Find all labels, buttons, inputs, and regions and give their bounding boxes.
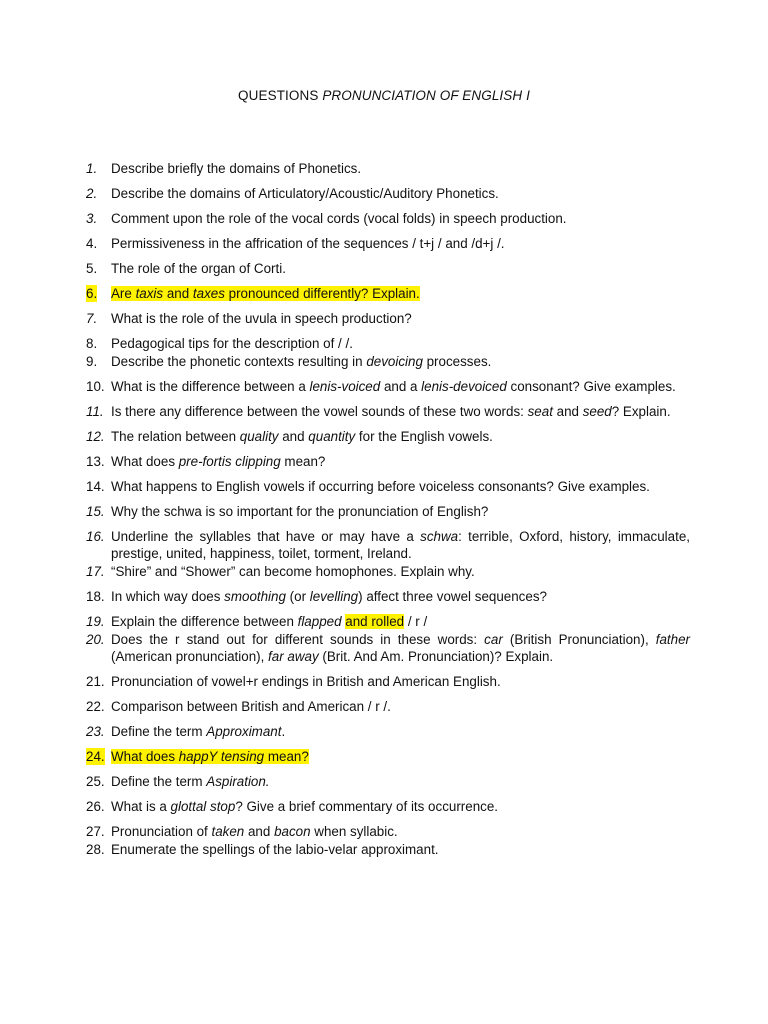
italic-term: devoicing bbox=[366, 354, 423, 369]
question-number: 16. bbox=[86, 529, 105, 544]
question-text bbox=[111, 236, 505, 251]
question-text bbox=[111, 454, 325, 469]
question-item bbox=[86, 478, 690, 495]
question-number: 26. bbox=[86, 799, 105, 814]
text-run: for the English vowels. bbox=[355, 429, 493, 444]
question-text bbox=[111, 724, 285, 739]
text-run: Describe the domains of Articulatory/Acoustic/Auditory Phonetics. bbox=[111, 186, 499, 201]
text-run: Define the term bbox=[111, 774, 207, 789]
question-number: 9. bbox=[86, 354, 98, 369]
italic-term: quality bbox=[239, 429, 279, 444]
question-item bbox=[86, 403, 690, 420]
question-text bbox=[111, 286, 420, 301]
text-run: “Shire” and “Shower” can become homophones. Explain why. bbox=[111, 564, 475, 579]
text-run: Describe briefly the domains of Phonetics. bbox=[111, 161, 362, 176]
italic-term: happY tensing bbox=[178, 749, 265, 764]
italic-term: smoothing bbox=[224, 589, 286, 604]
italic-term: seed bbox=[582, 404, 612, 419]
question-item bbox=[86, 798, 690, 815]
text-run: Pedagogical tips for the description of / /. bbox=[111, 336, 353, 351]
question-number: 17. bbox=[86, 564, 105, 579]
question-item bbox=[86, 748, 690, 765]
question-item bbox=[86, 210, 690, 227]
text-run: Does the r stand out for different sounds in these words: bbox=[111, 632, 485, 647]
question-item bbox=[86, 185, 690, 202]
italic-term: taxes bbox=[192, 286, 225, 301]
question-item bbox=[86, 588, 690, 605]
question-item bbox=[86, 698, 690, 715]
text-run: processes. bbox=[422, 354, 492, 369]
text-run: In which way does bbox=[111, 589, 225, 604]
text-run: Explain the difference between bbox=[111, 614, 298, 629]
text-run: ) affect three vowel sequences? bbox=[358, 589, 547, 604]
question-item bbox=[86, 160, 690, 177]
text-run: Permissiveness in the affrication of the sequences / t+j / and /d+j /. bbox=[111, 236, 505, 251]
question-item bbox=[86, 260, 690, 277]
question-item bbox=[86, 503, 690, 520]
question-text bbox=[111, 774, 270, 789]
question-text bbox=[111, 632, 690, 664]
italic-term: taken bbox=[211, 824, 245, 839]
question-item bbox=[86, 841, 690, 858]
question-number: 22. bbox=[86, 699, 105, 714]
text-run: (Brit. And Am. Pronunciation)? Explain. bbox=[318, 649, 554, 664]
text-run: The role of the organ of Corti. bbox=[111, 261, 286, 276]
question-item bbox=[86, 235, 690, 252]
question-number: 21. bbox=[86, 674, 105, 689]
italic-term: flapped bbox=[297, 614, 342, 629]
question-text bbox=[111, 211, 567, 226]
italic-term: Approximant bbox=[206, 724, 282, 739]
question-text bbox=[111, 161, 361, 176]
question-list bbox=[86, 160, 690, 866]
question-item bbox=[86, 673, 690, 690]
question-number: 1. bbox=[86, 161, 98, 176]
question-text bbox=[111, 824, 398, 839]
question-text bbox=[111, 336, 353, 351]
question-item bbox=[86, 773, 690, 790]
question-text bbox=[111, 429, 493, 444]
question-item bbox=[86, 378, 690, 395]
text-run: : terrible, Oxford, history, immaculate, prestige, united, happiness, toilet, torment, Ireland. bbox=[111, 529, 690, 561]
question-text bbox=[111, 186, 499, 201]
question-item bbox=[86, 631, 690, 665]
italic-term: glottal stop bbox=[170, 799, 236, 814]
question-number: 20. bbox=[86, 632, 105, 647]
text-run: What happens to English vowels if occurring before voiceless consonants? Give examples. bbox=[111, 479, 650, 494]
question-item bbox=[86, 285, 690, 302]
text-run: ? Explain. bbox=[611, 404, 671, 419]
question-number: 23. bbox=[86, 724, 105, 739]
text-run: and bbox=[552, 404, 583, 419]
question-text bbox=[111, 564, 475, 579]
question-item bbox=[86, 453, 690, 470]
italic-term: quantity bbox=[308, 429, 356, 444]
question-number: 19. bbox=[86, 614, 105, 629]
question-number: 8. bbox=[86, 336, 98, 351]
question-number: 12. bbox=[86, 429, 105, 444]
text-run: What is a bbox=[111, 799, 171, 814]
question-number: 14. bbox=[86, 479, 105, 494]
question-item bbox=[86, 353, 690, 370]
question-text bbox=[111, 379, 676, 394]
question-number: 4. bbox=[86, 236, 98, 251]
text-run: Underline the syllables that have or may have a bbox=[111, 529, 421, 544]
question-item bbox=[86, 563, 690, 580]
italic-term: seat bbox=[527, 404, 553, 419]
text-run: What is the difference between a bbox=[111, 379, 310, 394]
question-item bbox=[86, 823, 690, 840]
text-run: Comparison between British and American / r /. bbox=[111, 699, 391, 714]
italic-term: bacon bbox=[274, 824, 311, 839]
text-run: when syllabic. bbox=[310, 824, 398, 839]
question-text bbox=[111, 799, 498, 814]
text-run: and bbox=[163, 286, 193, 301]
text-run: consonant? Give examples. bbox=[506, 379, 676, 394]
question-item bbox=[86, 335, 690, 352]
text-run: Describe the phonetic contexts resulting in bbox=[111, 354, 367, 369]
text-run: mean? bbox=[280, 454, 326, 469]
question-text bbox=[111, 614, 427, 629]
text-run: Comment upon the role of the vocal cords (vocal folds) in speech production. bbox=[111, 211, 567, 226]
italic-term: lenis-devoiced bbox=[421, 379, 507, 394]
text-run: Pronunciation of vowel+r endings in British and American English. bbox=[111, 674, 501, 689]
italic-term: Aspiration. bbox=[206, 774, 270, 789]
title-prefix: QUESTIONS bbox=[238, 88, 323, 103]
text-run: and a bbox=[380, 379, 422, 394]
italic-term: taxis bbox=[135, 286, 164, 301]
question-number: 3. bbox=[86, 211, 98, 226]
text-run: pronounced differently? Explain. bbox=[224, 286, 420, 301]
question-number: 15. bbox=[86, 504, 105, 519]
text-run: and bbox=[278, 429, 309, 444]
question-text bbox=[111, 674, 501, 689]
question-text bbox=[111, 842, 439, 857]
italic-term: levelling bbox=[309, 589, 359, 604]
highlighted-text: and rolled bbox=[345, 614, 405, 629]
text-run: (American pronunciation), bbox=[111, 649, 269, 664]
text-run: (British Pronunciation), bbox=[502, 632, 656, 647]
question-number: 5. bbox=[86, 261, 98, 276]
title-italic: PRONUNCIATION OF ENGLISH I bbox=[322, 88, 530, 103]
question-text bbox=[111, 504, 488, 519]
question-number: 27. bbox=[86, 824, 105, 839]
question-text bbox=[111, 311, 412, 326]
text-run: What is the role of the uvula in speech production? bbox=[111, 311, 412, 326]
text-run: Is there any difference between the vowel sounds of these two words: bbox=[111, 404, 528, 419]
page-title bbox=[0, 88, 768, 103]
question-item bbox=[86, 528, 690, 562]
question-text bbox=[111, 699, 391, 714]
question-text bbox=[111, 589, 547, 604]
text-run: What does bbox=[111, 749, 179, 764]
text-run: and bbox=[244, 824, 275, 839]
question-number: 10. bbox=[86, 379, 105, 394]
question-number: 13. bbox=[86, 454, 105, 469]
question-item bbox=[86, 428, 690, 445]
question-item bbox=[86, 613, 690, 630]
question-text bbox=[111, 354, 491, 369]
italic-term: lenis-voiced bbox=[309, 379, 381, 394]
question-number: 24. bbox=[86, 749, 105, 764]
text-run: The relation between bbox=[111, 429, 240, 444]
text-run: Enumerate the spellings of the labio-velar approximant. bbox=[111, 842, 439, 857]
question-number: 2. bbox=[86, 186, 98, 201]
question-number: 28. bbox=[86, 842, 105, 857]
italic-term: far away bbox=[268, 649, 319, 664]
italic-term: schwa bbox=[420, 529, 459, 544]
question-item bbox=[86, 310, 690, 327]
text-run: mean? bbox=[264, 749, 309, 764]
text-run: / r / bbox=[404, 614, 428, 629]
italic-term: car bbox=[484, 632, 503, 647]
question-number: 6. bbox=[86, 286, 98, 301]
question-text bbox=[111, 529, 690, 561]
text-run: Define the term bbox=[111, 724, 207, 739]
text-run: What does bbox=[111, 454, 179, 469]
question-number: 11. bbox=[86, 404, 104, 419]
question-item bbox=[86, 723, 690, 740]
question-number: 18. bbox=[86, 589, 105, 604]
text-run: (or bbox=[285, 589, 310, 604]
question-text bbox=[111, 749, 309, 764]
question-text bbox=[111, 261, 286, 276]
question-text bbox=[111, 404, 671, 419]
text-run: . bbox=[281, 724, 286, 739]
question-text bbox=[111, 479, 650, 494]
question-number: 7. bbox=[86, 311, 98, 326]
text-run: Why the schwa is so important for the pronunciation of English? bbox=[111, 504, 489, 519]
text-run: Are bbox=[111, 286, 136, 301]
italic-term: pre-fortis clipping bbox=[178, 454, 281, 469]
question-number: 25. bbox=[86, 774, 105, 789]
text-run: ? Give a brief commentary of its occurrence. bbox=[235, 799, 499, 814]
italic-term: father bbox=[655, 632, 691, 647]
text-run: Pronunciation of bbox=[111, 824, 212, 839]
